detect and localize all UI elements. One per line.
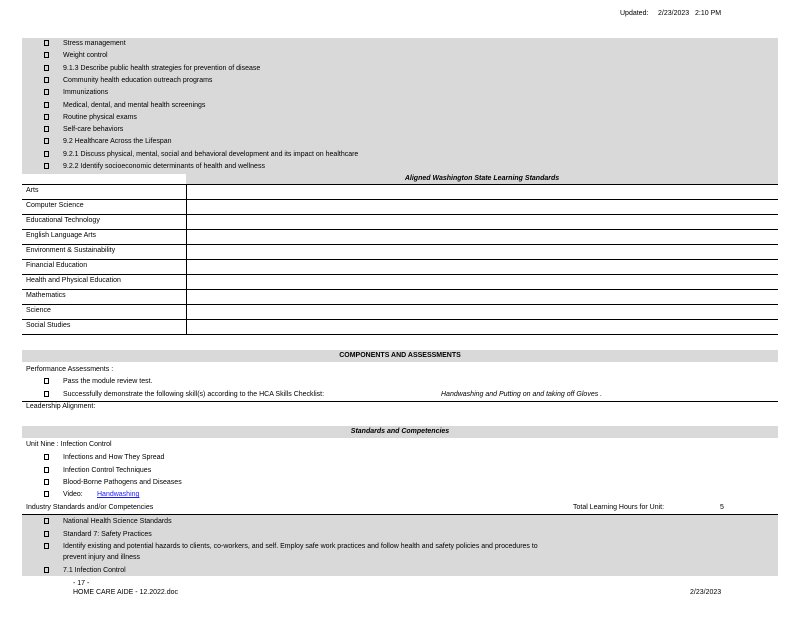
footer-date: 2/23/2023 <box>690 589 722 596</box>
industry-item: National Health Science Standards <box>63 518 172 525</box>
table-row-label: Science <box>26 307 51 314</box>
handwashing-video-link[interactable]: Handwashing <box>97 491 140 498</box>
bullet-icon <box>44 89 49 95</box>
performance-item-1: Pass the module review test. <box>63 378 153 385</box>
bullet-icon <box>44 567 49 573</box>
bullet-icon <box>44 454 49 460</box>
bullet-icon <box>44 163 49 169</box>
performance-label: Performance Assessments : <box>26 366 114 373</box>
section1-item: 9.2.2 Identify socioeconomic determinants of health and wellness <box>63 163 265 170</box>
total-hours-label: Total Learning Hours for Unit: <box>573 504 665 511</box>
bullet-icon <box>44 391 49 397</box>
leadership-label: Leadership Alignment: <box>26 403 96 410</box>
table-border <box>22 244 778 245</box>
bullet-icon <box>44 479 49 485</box>
industry-item: Standard 7: Safety Practices <box>63 531 152 538</box>
section1-item: Routine physical exams <box>63 113 137 121</box>
table-border <box>22 184 778 185</box>
section1-item: Immunizations <box>63 89 109 97</box>
bullet-icon <box>44 138 49 144</box>
table-border <box>186 184 187 334</box>
table-row-label: Environment & Sustainability <box>26 247 116 254</box>
updated-date: 2/23/2023 <box>658 10 690 17</box>
video-label: Video: <box>63 491 83 498</box>
updated-time: 2:10 PM <box>695 10 722 17</box>
bullet-icon <box>44 518 49 524</box>
table-border <box>22 304 778 305</box>
skills-checklist-items: Handwashing and Putting on and taking off Gloves . <box>441 391 603 398</box>
section1-item: 9.2.1 Discuss physical, mental, social and behavioral development and its impact on healthcare <box>63 150 359 158</box>
section1-item: Self-care behaviors <box>63 126 124 134</box>
updated-label: Updated: <box>620 10 649 17</box>
table-border <box>22 319 778 320</box>
table-row-label: Arts <box>26 187 39 194</box>
table-border <box>22 199 778 200</box>
bullet-icon <box>44 52 49 58</box>
bullet-icon <box>44 378 49 384</box>
table-row-label: Health and Physical Education <box>26 277 121 284</box>
industry-label: Industry Standards and/or Competencies <box>26 504 154 511</box>
footer-filename: HOME CARE AIDE - 12.2022.doc <box>73 589 179 596</box>
bullet-icon <box>44 102 49 108</box>
section1-item: Community health education outreach programs <box>63 76 213 84</box>
bullet-icon <box>44 151 49 157</box>
table-border <box>22 214 778 215</box>
bullet-icon <box>44 467 49 473</box>
table-row-label: English Language Arts <box>26 232 97 239</box>
bullet-icon <box>44 77 49 83</box>
bullet-icon <box>44 531 49 537</box>
components-header: COMPONENTS AND ASSESSMENTS <box>339 352 461 359</box>
section1-item: Medical, dental, and mental health screenings <box>63 101 206 109</box>
bullet-icon <box>44 491 49 497</box>
bullet-icon <box>44 543 49 549</box>
standards-comp-header: Standards and Competencies <box>350 428 450 435</box>
unit-topic: Infections and How They Spread <box>63 454 165 461</box>
bullet-icon <box>44 40 49 46</box>
table-border <box>22 334 778 335</box>
table-row-label: Social Studies <box>26 322 71 329</box>
page-number: - 17 - <box>73 580 90 587</box>
section1-item: 9.2 Healthcare Across the Lifespan <box>63 138 172 146</box>
divider <box>22 514 778 515</box>
bullet-icon <box>44 126 49 132</box>
bullet-icon <box>44 114 49 120</box>
section1-item: Stress management <box>63 40 126 47</box>
table-row-label: Educational Technology <box>26 217 100 224</box>
table-row-label: Computer Science <box>26 202 84 209</box>
section1-item: 9.1.3 Describe public health strategies for prevention of disease <box>63 64 261 72</box>
total-hours-value: 5 <box>720 504 724 511</box>
bullet-icon <box>44 65 49 71</box>
section1-item: Weight control <box>63 52 108 60</box>
unit-topic: Blood-Borne Pathogens and Diseases <box>63 479 182 486</box>
industry-item: 7.1 Infection Control <box>63 567 126 574</box>
unit-title: Unit Nine : Infection Control <box>26 441 112 448</box>
table-border <box>22 229 778 230</box>
table-border <box>22 259 778 260</box>
table-row-label: Mathematics <box>26 292 66 299</box>
industry-item: Identify existing and potential hazards to clients, co-workers, and self. Employ safe work practices and follow health and safety policies and procedures to <box>63 543 538 550</box>
table-border <box>22 289 778 290</box>
table-row-label: Financial Education <box>26 262 88 269</box>
aligned-header: Aligned Washington State Learning Standards <box>404 175 560 182</box>
performance-item-2: Successfully demonstrate the following skill(s) according to the HCA Skills Checklist: <box>63 391 325 398</box>
table-border <box>22 274 778 275</box>
divider <box>22 401 778 402</box>
unit-topic: Infection Control Techniques <box>63 466 152 474</box>
industry-item: prevent injury and illness <box>63 554 141 561</box>
